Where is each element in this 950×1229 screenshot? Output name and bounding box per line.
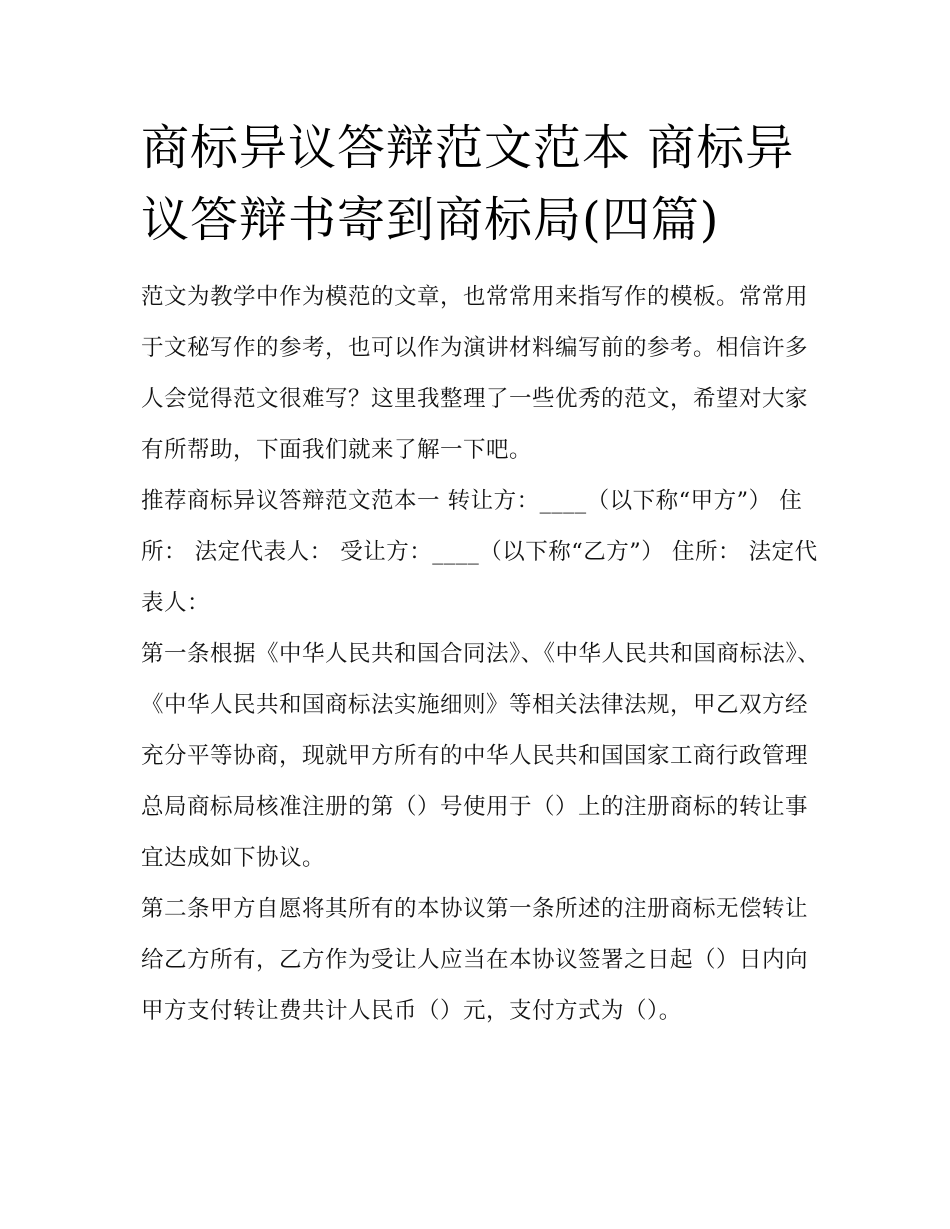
intro-paragraph: 范文为教学中作为模范的文章，也常常用来指写作的模板。常常用于文秘写作的参考，也可以作为演讲材料编写前的参考。相信许多人会觉得范文很难写？这里我整理了一些优秀的范文，希望对大家有所帮助，下面我们就来了解一下吧。	[141, 284, 809, 463]
document-page	[141, 112, 821, 1037]
article-two-paragraph: 第二条甲方自愿将其所有的本协议第一条所述的注册商标无偿转让给乙方所有，乙方作为受让人应当在本协议签署之日起（）日内向甲方支付转让费共计人民币（）元，支付方式为（）。	[141, 896, 809, 1024]
parties-paragraph: 推荐商标异议答辩范文范本一 转让方：____（以下称“甲方”） 住所： 法定代表人： 受让方：____（以下称“乙方”） 住所： 法定代表人：	[141, 488, 818, 616]
document-body	[141, 272, 821, 1037]
article-one-paragraph: 第一条根据《中华人民共和国合同法》、《中华人民共和国商标法》、《中华人民共和国商标法实施细则》等相关法律法规，甲乙双方经充分平等协商，现就甲方所有的中华人民共和国国家工商行政管理总局商标局核准注册的第（）号使用于（）上的注册商标的转让事宜达成如下协议。	[141, 641, 821, 871]
document-title: 商标异议答辩范文范本 商标异议答辩书寄到商标局(四篇)	[141, 120, 795, 248]
